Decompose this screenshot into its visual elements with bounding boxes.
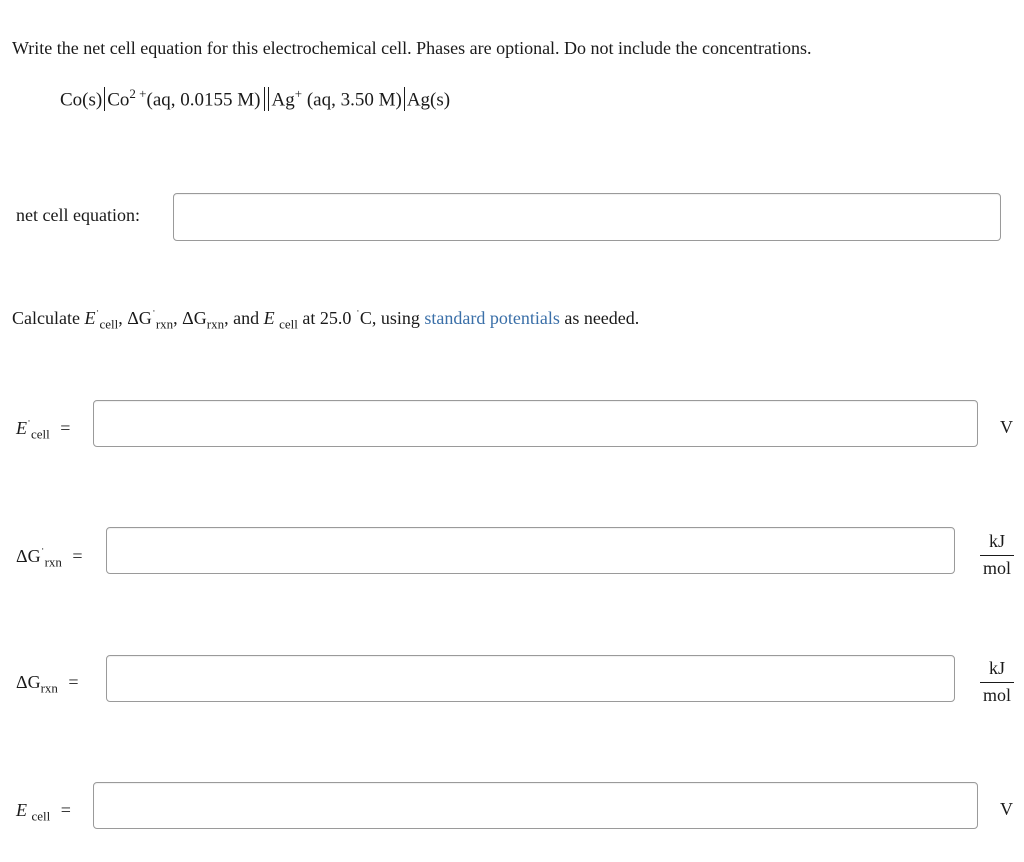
- calc-prompt: Calculate $E^˙_{cell}$, $\Delta G^˙_{rxn}$, $\Delta G_{rxn}$, and E $_{cell}$ at 25.0 ˙C, using standard potentials as needed.: [12, 307, 640, 332]
- e-cell-input[interactable]: [93, 782, 978, 829]
- anode-ion-charge: 2 +: [129, 86, 147, 101]
- dg-rxn-std-unit: kJ mol: [980, 531, 1014, 578]
- e-cell-std-input[interactable]: [93, 400, 978, 447]
- anode-ion: Co: [107, 89, 130, 111]
- dg-rxn-input[interactable]: [106, 655, 955, 702]
- dg-rxn-std-input[interactable]: [106, 527, 955, 574]
- salt-bridge: [264, 87, 269, 111]
- dg-rxn-label: $\Delta G_{rxn}$ =: [16, 672, 79, 696]
- standard-potentials-link[interactable]: standard potentials: [424, 308, 560, 328]
- anode-text: Co(s): [60, 89, 103, 111]
- net-equation-label: net cell equation:: [16, 205, 140, 225]
- cathode-ion-state: (aq, 3.50 M): [302, 89, 402, 111]
- phase-boundary: [404, 87, 405, 111]
- e-cell-unit: V: [1000, 799, 1013, 819]
- e-cell-std-unit: V: [1000, 417, 1013, 437]
- cell-notation: [60, 86, 450, 111]
- dg-rxn-std-label: $\Delta G^˙_{rxn}$ =: [16, 545, 83, 570]
- anode-ion-state: (aq, 0.0155 M): [146, 89, 261, 111]
- dg-rxn-unit: kJ mol: [980, 658, 1014, 705]
- cathode-text: Ag(s): [406, 89, 451, 111]
- cathode-ion: Ag: [271, 89, 295, 111]
- net-equation-input[interactable]: [173, 193, 1001, 241]
- e-cell-label: E $_{cell}$ =: [16, 800, 71, 824]
- question-prompt: Write the net cell equation for this electrochemical cell. Phases are optional. Do not include the concentrations.: [12, 38, 812, 58]
- phase-boundary: [104, 87, 105, 111]
- e-cell-std-label: $E^˙_{cell}$ =: [16, 417, 71, 442]
- cathode-ion-charge: +: [294, 86, 303, 101]
